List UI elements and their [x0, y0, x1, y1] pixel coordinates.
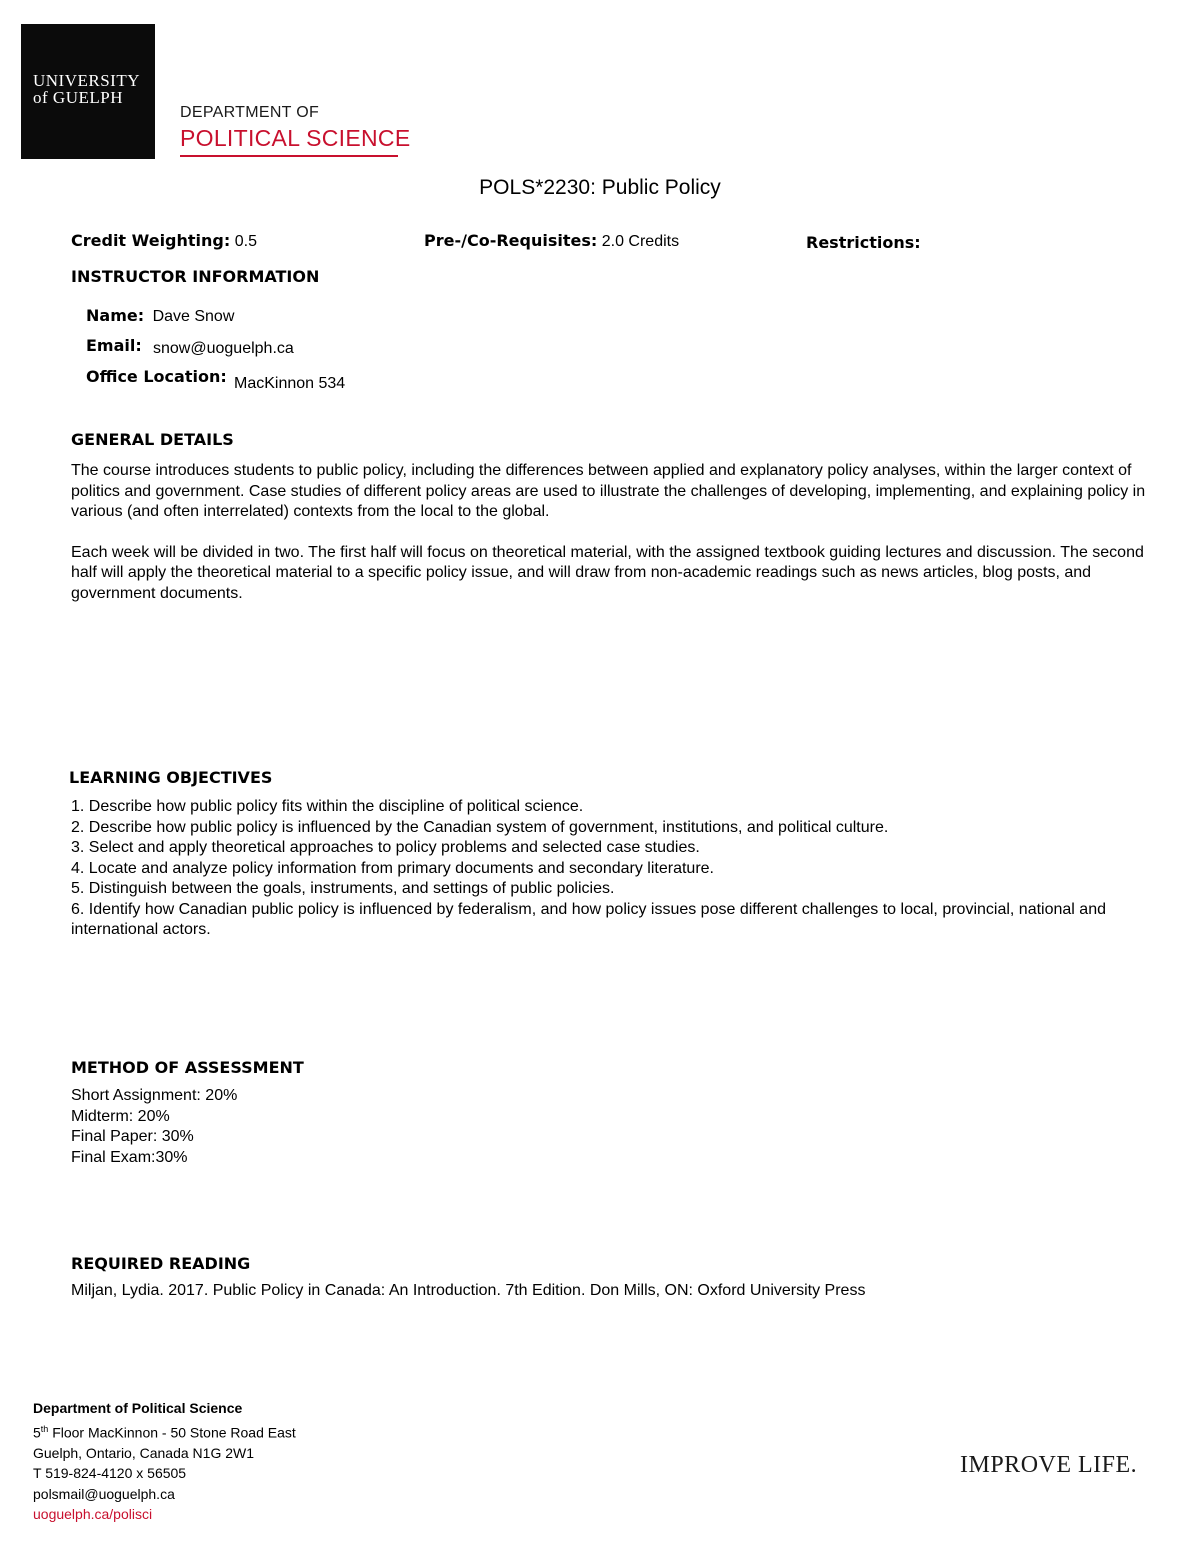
- course-title: POLS*2230: Public Policy: [479, 176, 721, 199]
- objective-item: 4. Locate and analyze policy information from primary documents and secondary literature.: [71, 859, 714, 877]
- instructor-name-label: Name:: [86, 306, 145, 325]
- learning-objectives-heading: LEARNING OBJECTIVES: [69, 768, 273, 787]
- prerequisites-label: Pre-/Co-Requisites:: [424, 231, 598, 250]
- footer-address-line2: Guelph, Ontario, Canada N1G 2W1: [33, 1444, 255, 1461]
- restrictions-label: Restrictions:: [806, 233, 921, 252]
- credit-weighting: [71, 231, 257, 251]
- credit-weighting-value: 0.5: [234, 233, 257, 250]
- objective-item: 1. Describe how public policy fits within the discipline of political science.: [71, 798, 584, 815]
- footer-website-link[interactable]: uoguelph.ca/polisci: [33, 1506, 153, 1523]
- required-reading-heading: REQUIRED READING: [71, 1254, 251, 1273]
- footer-floor-number: 5: [33, 1424, 41, 1441]
- logo-line-university: UNIVERSITY: [33, 71, 140, 90]
- footer-email[interactable]: polsmail@uoguelph.ca: [33, 1485, 175, 1502]
- required-reading-text: Miljan, Lydia. 2017. Public Policy in Canada: An Introduction. 7th Edition. Don Mills, ON: Oxford University Press: [71, 1282, 866, 1299]
- footer-department-title: Department of Political Science: [33, 1400, 243, 1416]
- general-details-body: [71, 461, 1146, 624]
- footer-address: [33, 1398, 296, 1525]
- restrictions: [806, 233, 921, 253]
- prerequisites-value: 2.0 Credits: [601, 233, 680, 250]
- department-of-label: DEPARTMENT OF: [180, 104, 320, 121]
- footer-phone: T 519-824-4120 x 56505: [33, 1465, 187, 1482]
- assessment-heading: METHOD OF ASSESSMENT: [71, 1058, 304, 1077]
- objective-item: 5. Distinguish between the goals, instruments, and settings of public policies.: [71, 880, 615, 897]
- improve-life-tagline: IMPROVE LIFE.: [960, 1452, 1138, 1478]
- university-logo-text: [33, 72, 140, 106]
- instructor-name: [86, 306, 234, 326]
- general-details-heading: GENERAL DETAILS: [71, 430, 234, 449]
- assessment-item: Short Assignment: 20%: [71, 1087, 238, 1104]
- credit-weighting-label: Credit Weighting:: [71, 231, 231, 250]
- department-underline: [180, 155, 398, 157]
- general-details-paragraph: The course introduces students to public policy, including the differences between applied and explanatory policy analyses, within the larger context of politics and government. Case studies of different policy areas are used to illustrate the challenges of developing, implementing, and explaining policy in various (and often interrelated) contexts from the local to the global.: [71, 462, 1146, 520]
- assessment-item: Final Paper: 30%: [71, 1128, 194, 1145]
- footer-floor-suffix: th: [40, 1423, 49, 1434]
- footer-address-line1: [33, 1419, 296, 1443]
- instructor-office-value: MacKinnon 534: [234, 375, 346, 392]
- department-name: POLITICAL SCIENCE: [180, 125, 411, 151]
- learning-objectives-list: [71, 797, 1146, 941]
- assessment-item: Final Exam:30%: [71, 1148, 188, 1166]
- instructor-email-value[interactable]: snow@uoguelph.ca: [153, 340, 294, 357]
- footer-address-line1-rest: Floor MacKinnon - 50 Stone Road East: [48, 1424, 296, 1441]
- objective-item: 3. Select and apply theoretical approaches to policy problems and selected case studies.: [71, 839, 700, 856]
- instructor-office-label: Office Location:: [86, 367, 227, 386]
- general-details-paragraph: Each week will be divided in two. The first half will focus on theoretical material, with the assigned textbook guiding lectures and discussion. The second half will apply the theoretical material to a specific policy issue, and will draw from non-academic readings such as news articles, blog posts, and government documents.: [71, 543, 1144, 602]
- instructor-email: [86, 336, 142, 356]
- objective-item: 2. Describe how public policy is influenced by the Canadian system of government, institutions, and political culture.: [71, 818, 889, 836]
- objective-item: 6. Identify how Canadian public policy is influenced by federalism, and how policy issues pose different challenges to local, provincial, national and international actors.: [71, 900, 1106, 938]
- logo-line-guelph: of GUELPH: [33, 88, 123, 107]
- instructor-email-label: Email:: [86, 336, 142, 355]
- assessment-item: Midterm: 20%: [71, 1107, 170, 1125]
- prerequisites: [424, 231, 679, 251]
- instructor-name-value: Dave Snow: [152, 308, 235, 325]
- instructor-office: [86, 367, 227, 387]
- assessment-list: [71, 1086, 237, 1168]
- instructor-heading: INSTRUCTOR INFORMATION: [71, 267, 320, 286]
